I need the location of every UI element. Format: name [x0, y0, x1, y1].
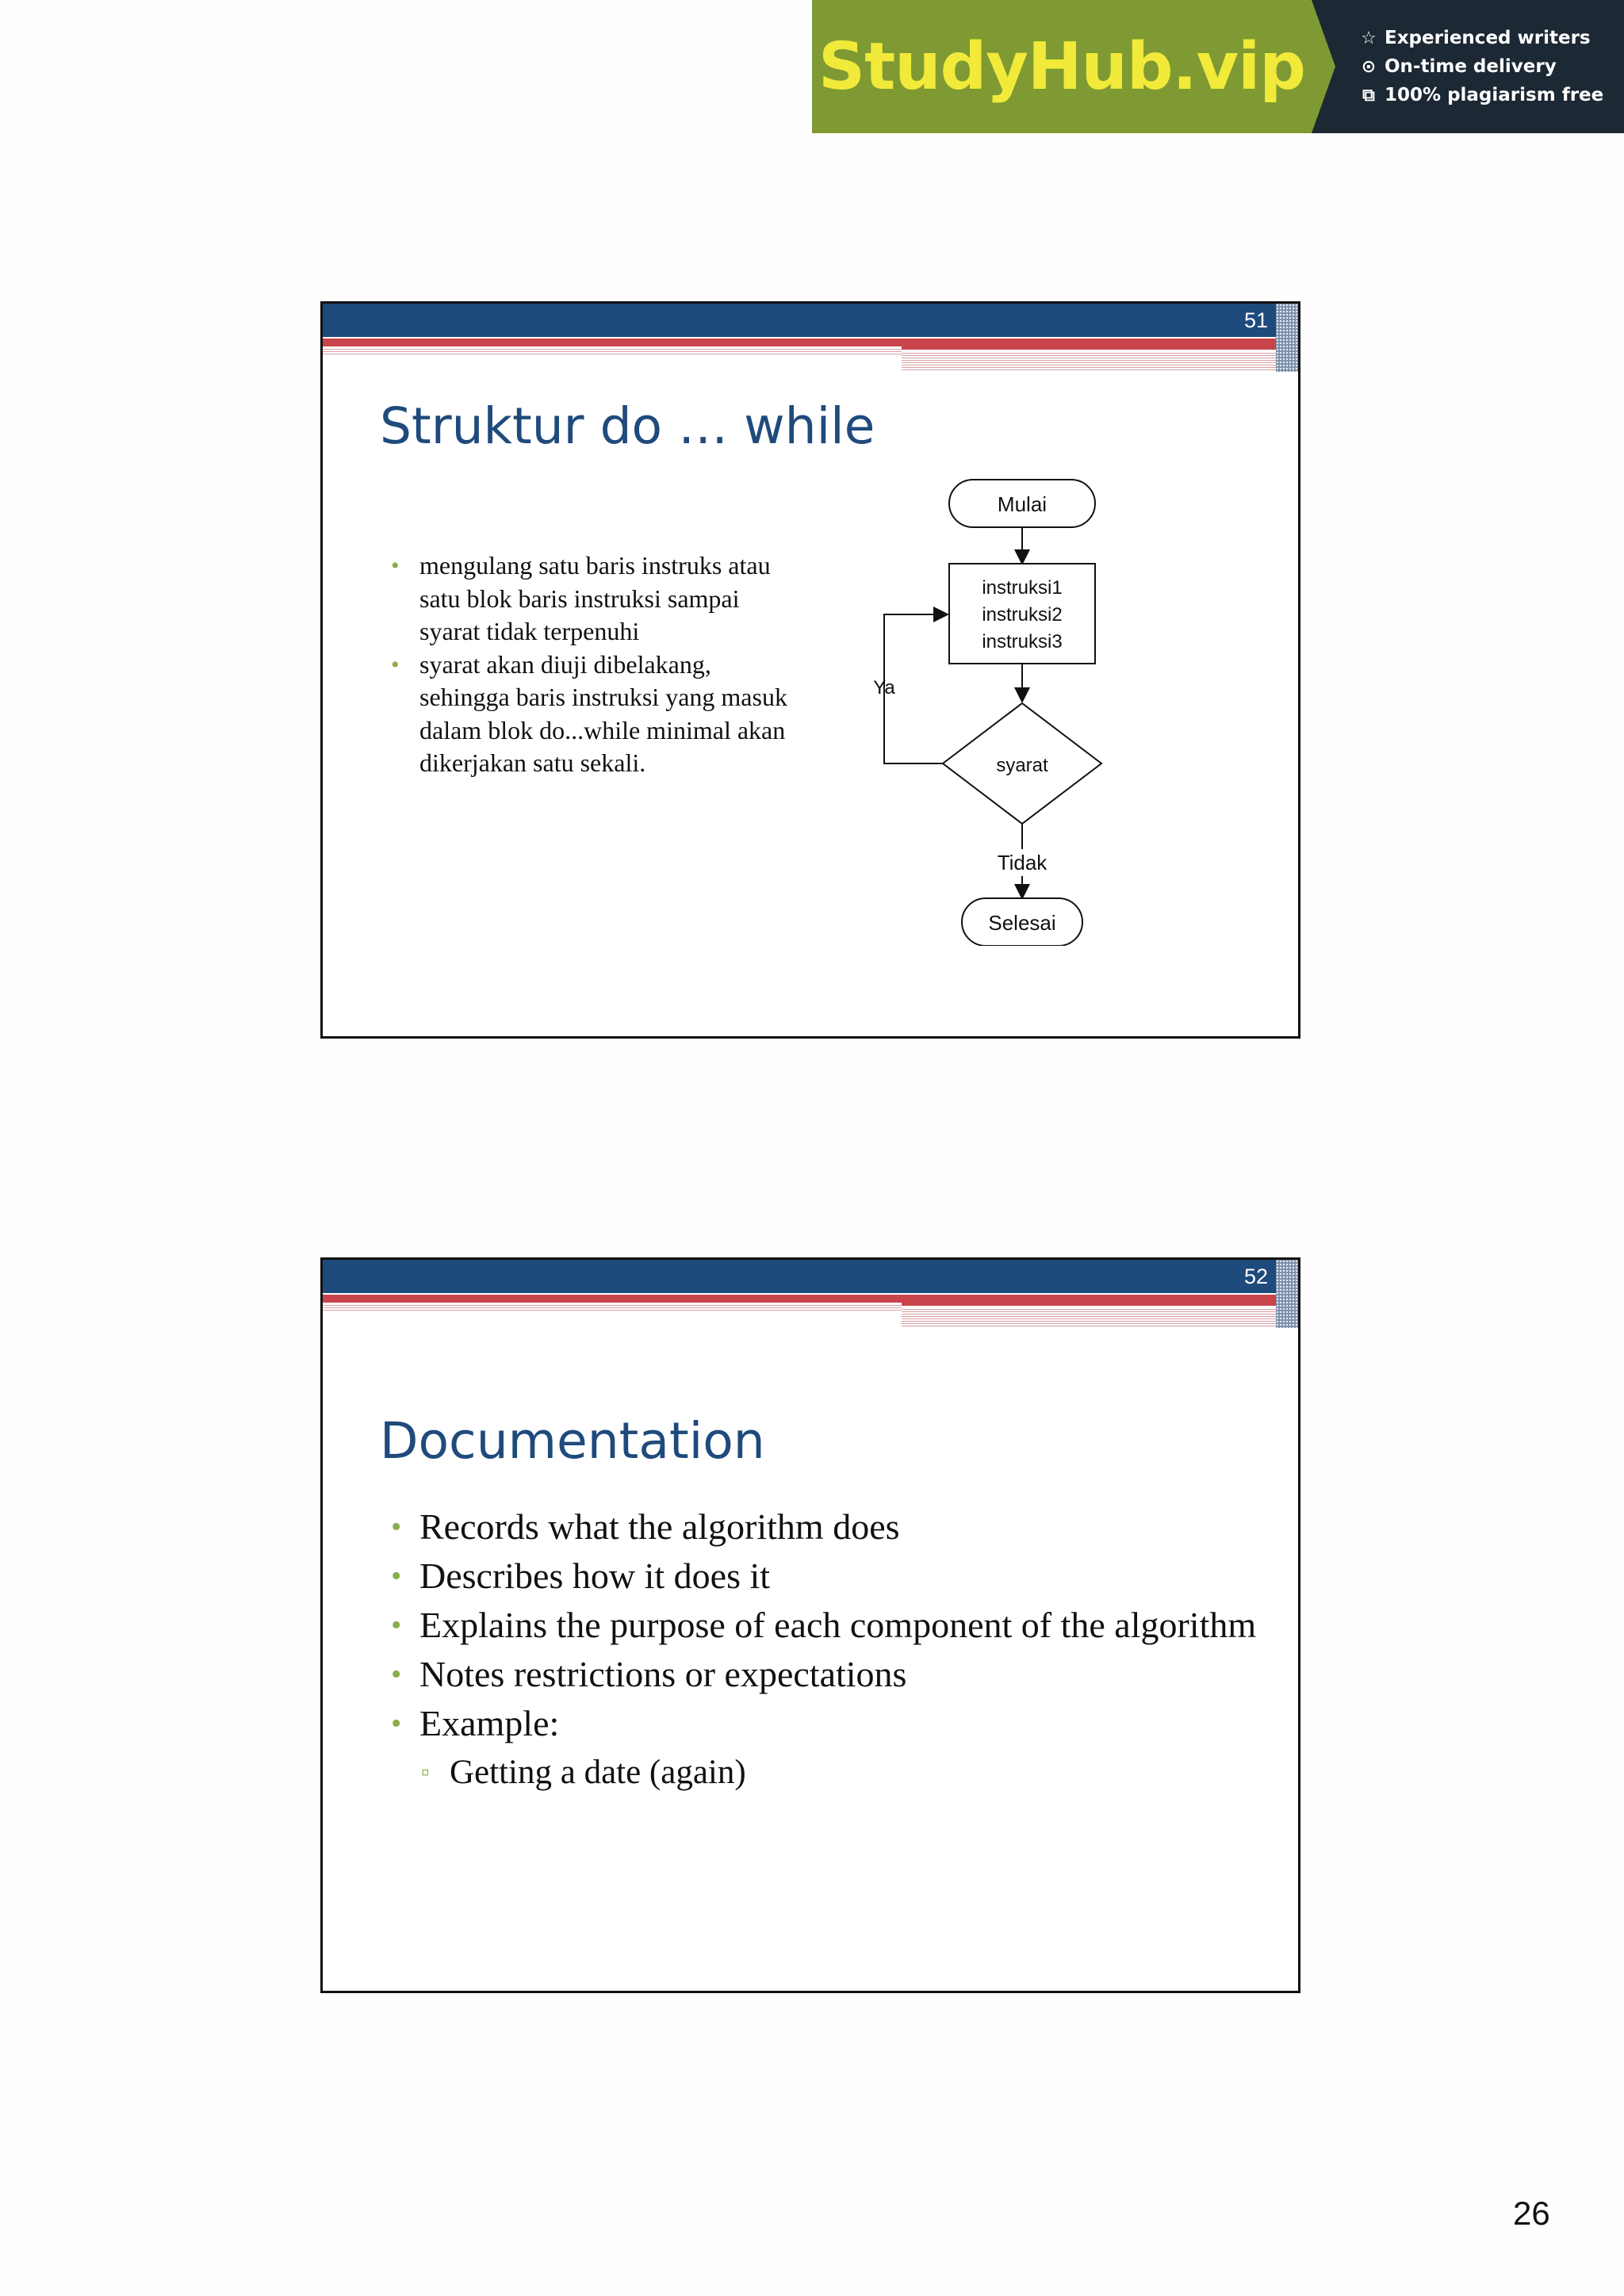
bullet-item: • Notes restrictions or expectations [419, 1651, 1260, 1697]
flow-process-line: instruksi1 [982, 577, 1063, 599]
perks-list [1312, 0, 1624, 133]
slide-title: Documentation [380, 1412, 765, 1470]
bullet-item: • syarat akan diuji dibelakang, sehingga baris instruksi yang masuk dalam blok do...while minimal akan dikerjakan satu sekali. [419, 649, 792, 780]
slide-number: 52 [1243, 1265, 1268, 1288]
bullet-item: • Records what the algorithm does [419, 1504, 1260, 1550]
bullet-list [419, 549, 792, 780]
bullet-list [419, 1504, 1260, 1799]
bullet-item: • Example: [419, 1701, 1260, 1747]
slide-51 [320, 301, 1300, 1039]
perk-item [1359, 85, 1624, 105]
perk-label: Experienced writers [1385, 28, 1591, 48]
bullet-item: • Describes how it does it [419, 1553, 1260, 1599]
flow-process-line: instruksi3 [982, 631, 1063, 652]
page-number: 26 [1513, 2195, 1550, 2232]
sub-bullet-item: ▫ Getting a date (again) [419, 1750, 1260, 1796]
slide-header-bar [323, 304, 1298, 372]
bullet-item: • Explains the purpose of each component of the algorithm [419, 1602, 1260, 1648]
star-icon: ☆ [1361, 28, 1377, 48]
flow-start-label: Mulai [997, 492, 1048, 516]
slide-title: Struktur do … while [380, 397, 875, 455]
perk-label: On-time delivery [1385, 56, 1557, 77]
slide-number: 51 [1243, 308, 1268, 332]
flowchart [852, 470, 1122, 946]
flow-no-label: Tidak [997, 851, 1048, 874]
bullet-item: • mengulang satu baris instruks atau satu blok baris instruksi sampai syarat tidak terpenuhi [419, 549, 792, 649]
flow-yes-label: Ya [873, 677, 895, 698]
brand-logo[interactable]: StudyHub.vip [812, 0, 1312, 133]
flow-process-line: instruksi2 [982, 604, 1063, 626]
slide-52 [320, 1257, 1300, 1993]
clock-icon: ⊙ [1361, 56, 1377, 77]
perk-item [1359, 56, 1624, 77]
flow-decision-label: syarat [996, 755, 1048, 776]
copy-icon: ⧉ [1362, 85, 1375, 105]
perk-item [1359, 28, 1624, 48]
flow-end-label: Selesai [988, 911, 1056, 935]
studyhub-banner[interactable] [812, 0, 1624, 133]
perk-label: 100% plagiarism free [1385, 85, 1604, 105]
slide-header-bar [323, 1260, 1298, 1328]
